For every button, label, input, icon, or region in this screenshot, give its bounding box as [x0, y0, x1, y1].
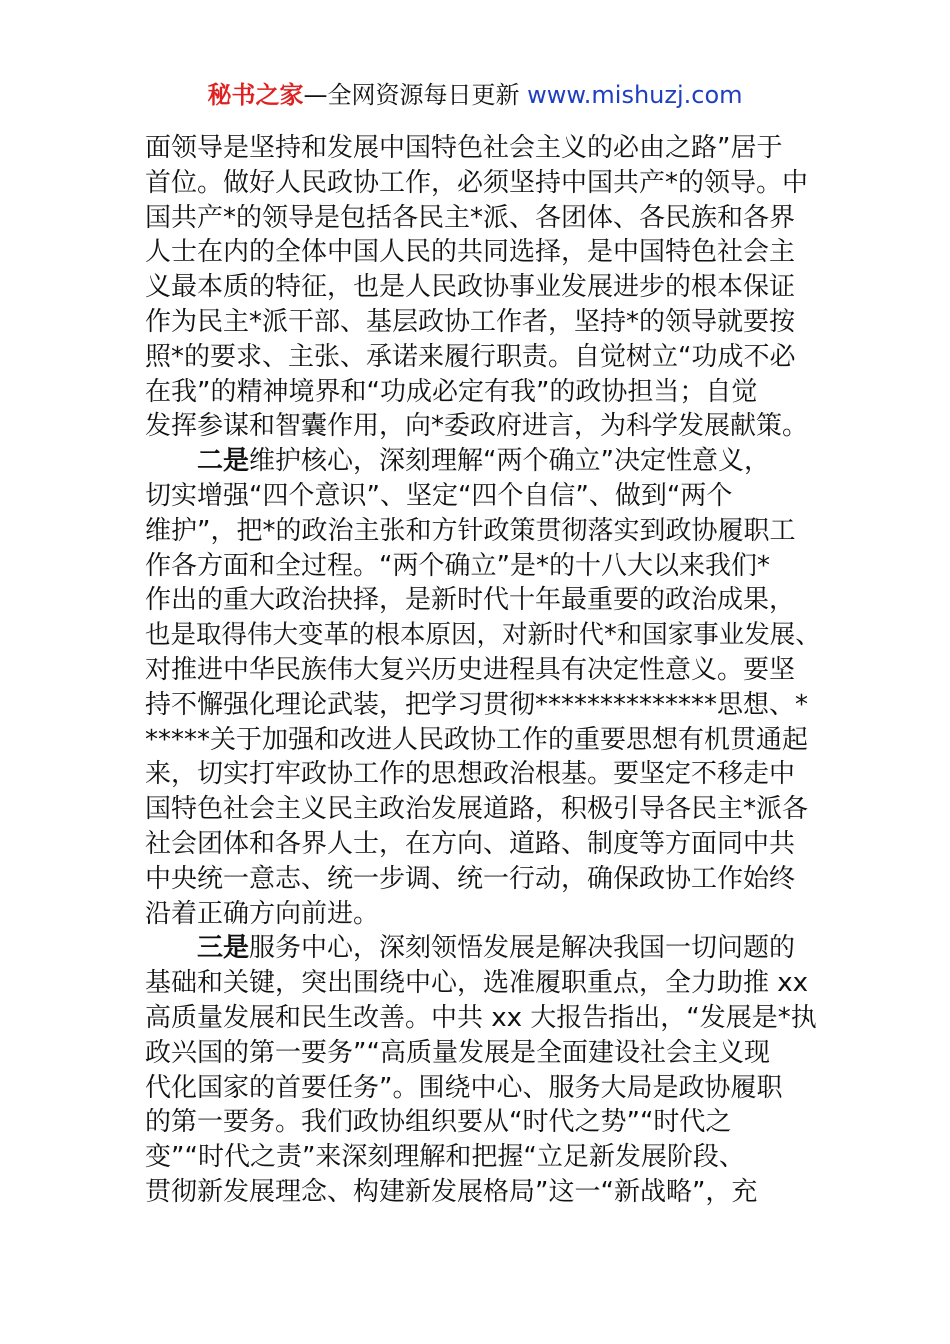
text-line	[145, 1175, 825, 1210]
text-line	[145, 201, 825, 236]
text-line	[145, 1071, 825, 1106]
text-line	[145, 653, 825, 688]
paragraph-start-line	[145, 931, 825, 966]
line-text: 照*的要求、主张、承诺来履行职责。自觉树立“功成不必	[145, 341, 796, 372]
line-text: 发挥参谋和智囊作用，向*委政府进言，为科学发展献策。	[145, 411, 809, 442]
line-text: 维护核心，深刻理解“两个确立”决定性意义，	[249, 446, 770, 477]
text-line	[145, 479, 825, 514]
section-lead: 三是	[197, 933, 250, 964]
line-text: 对推进中华民族伟大复兴历史进程具有决定性意义。要坚	[145, 654, 796, 685]
text-line	[145, 757, 825, 792]
text-line	[145, 1105, 825, 1140]
section-lead: 二是	[197, 446, 250, 477]
text-line	[145, 235, 825, 270]
text-line	[145, 340, 825, 375]
paragraph-start-line	[145, 444, 825, 479]
site-url-link[interactable]: www.mishuzj.com	[527, 81, 743, 109]
text-line	[145, 1001, 825, 1036]
text-line	[145, 409, 825, 444]
line-text: 基础和关键，突出围绕中心，选准履职重点，全力助推 xx	[145, 968, 809, 999]
line-text: 高质量发展和民生改善。中共 xx 大报告指出，“发展是*执	[145, 1002, 817, 1033]
line-text: 人士在内的全体中国人民的共同选择，是中国特色社会主	[145, 237, 796, 268]
line-text: 面领导是坚持和发展中国特色社会主义的必由之路”居于	[145, 133, 783, 163]
line-text: 维护”，把*的政治主张和方针政策贯彻落实到政协履职工	[145, 515, 796, 546]
line-text: 义最本质的特征，也是人民政协事业发展进步的根本保证	[145, 272, 796, 303]
line-text: 国共产*的领导是包括各民主*派、各团体、各民族和各界	[145, 202, 796, 233]
text-line	[145, 897, 825, 932]
text-line	[145, 375, 825, 410]
line-text: 贯彻新发展理念、构建新发展格局”这一“新战略”，充	[145, 1176, 758, 1207]
text-line	[145, 305, 825, 340]
brand-name: 秘书之家	[207, 81, 304, 109]
line-text: *****关于加强和改进人民政协工作的重要思想有机贯通起	[145, 724, 809, 755]
line-text: 中央统一意志、统一步调、统一行动，确保政协工作始终	[145, 863, 796, 894]
line-text: 来，切实打牢政协工作的思想政治根基。要坚定不移走中	[145, 759, 796, 790]
line-text: 首位。做好人民政协工作，必须坚持中国共产*的领导。中	[145, 167, 809, 198]
text-line	[145, 618, 825, 653]
text-line	[145, 827, 825, 862]
line-text: 变”“时代之责”来深刻理解和把握“立足新发展阶段、	[145, 1142, 745, 1173]
line-text: 沿着正确方向前进。	[145, 898, 380, 929]
text-line	[145, 270, 825, 305]
document-body	[145, 131, 825, 1210]
text-line	[145, 583, 825, 618]
line-text: 切实增强“四个意识”、坚定“四个自信”、做到“两个	[145, 480, 733, 511]
line-text: 作出的重大政治抉择，是新时代十年最重要的政治成果，	[145, 585, 796, 616]
line-text: 作各方面和全过程。“两个确立”是*的十八大以来我们*	[145, 550, 770, 581]
text-line	[145, 723, 825, 758]
text-line	[145, 1140, 825, 1175]
line-text: 国特色社会主义民主政治发展道路，积极引导各民主*派各	[145, 794, 809, 825]
line-text: 作为民主*派干部、基层政协工作者，坚持*的领导就要按	[145, 306, 796, 337]
text-line	[145, 514, 825, 549]
line-text: 政兴国的第一要务”“高质量发展是全面建设社会主义现	[145, 1037, 770, 1068]
text-line	[145, 1036, 825, 1071]
text-line	[145, 862, 825, 897]
text-line	[145, 166, 825, 201]
line-text: 的第一要务。我们政协组织要从“时代之势”“时代之	[145, 1107, 732, 1138]
line-text: 服务中心，深刻领悟发展是解决我国一切问题的	[249, 933, 796, 964]
text-line	[145, 966, 825, 1001]
line-text: 社会团体和各界人士，在方向、道路、制度等方面同中共	[145, 828, 796, 859]
header-tagline: —全网资源每日更新	[303, 81, 520, 109]
text-line	[145, 792, 825, 827]
line-text: 代化国家的首要任务”。围绕中心、服务大局是政协履职	[145, 1072, 783, 1103]
site-header	[0, 78, 950, 112]
text-line	[145, 549, 825, 584]
text-line	[145, 131, 825, 166]
text-line	[145, 688, 825, 723]
line-text: 也是取得伟大变革的根本原因，对新时代*和国家事业发展、	[145, 620, 821, 651]
line-text: 在我”的精神境界和“功成必定有我”的政协担当；自觉	[145, 376, 758, 407]
line-text: 持不懈强化理论武装，把学习贯彻**************思想、*	[145, 689, 809, 720]
